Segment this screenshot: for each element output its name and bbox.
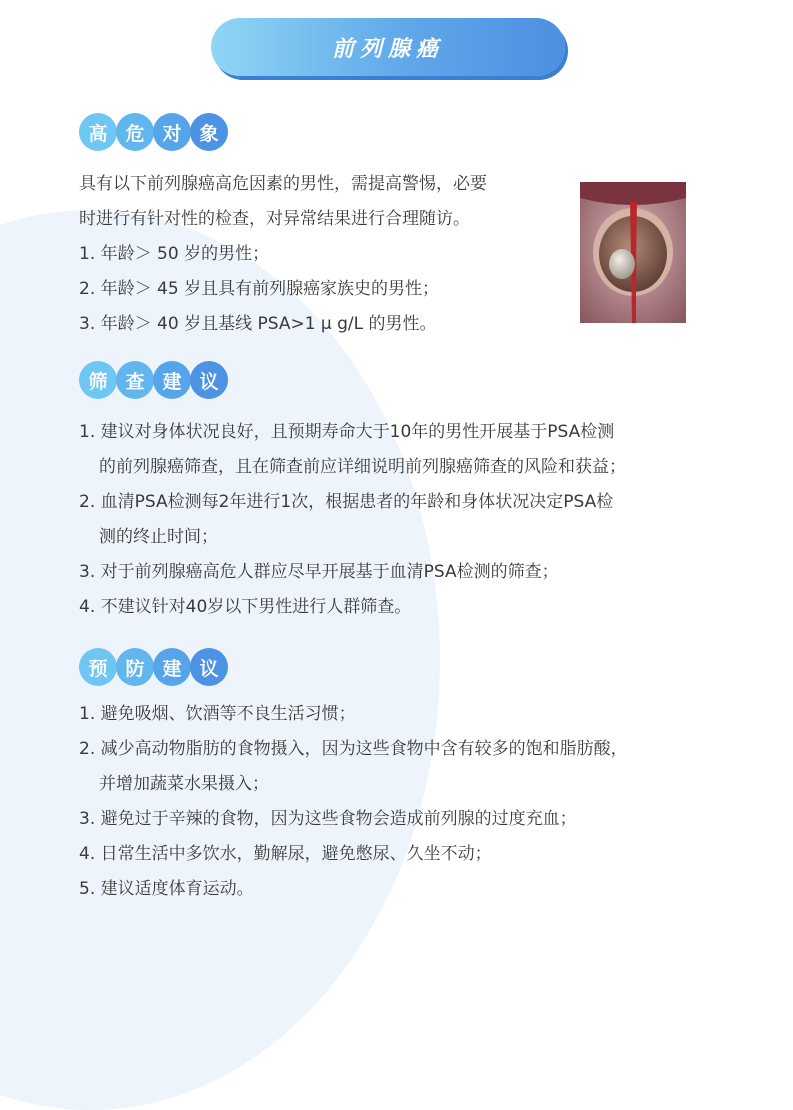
list-item: 3. 对于前列腺癌高危人群应尽早开展基于血清PSA检测的筛查； xyxy=(79,562,559,582)
heading-char: 危 xyxy=(116,113,154,151)
list-item-continued: 的前列腺癌筛查，且在筛查前应详细说明前列腺癌筛查的风险和获益； xyxy=(99,457,626,477)
list-item: 1. 年龄＞ 50 岁的男性； xyxy=(79,244,270,264)
list-item: 2. 减少高动物脂肪的食物摄入，因为这些食物中含有较多的饱和脂肪酸， xyxy=(79,739,628,759)
heading-char: 查 xyxy=(116,361,154,399)
list-item: 2. 血清PSA检测每2年进行1次，根据患者的年龄和身体状况决定PSA检 xyxy=(79,492,614,512)
page-title: 前列腺癌 xyxy=(331,36,444,62)
list-item: 5. 建议适度体育运动。 xyxy=(79,879,254,899)
heading-char: 议 xyxy=(190,361,228,399)
heading-char: 建 xyxy=(153,648,191,686)
heading-char: 象 xyxy=(190,113,228,151)
text-line: 时进行有针对性的检查，对异常结果进行合理随访。 xyxy=(79,209,470,229)
section-heading-prevention xyxy=(79,648,227,686)
heading-char: 建 xyxy=(153,361,191,399)
heading-char: 预 xyxy=(79,648,117,686)
list-item: 4. 不建议针对40岁以下男性进行人群筛查。 xyxy=(79,597,412,617)
list-item-continued: 并增加蔬菜水果摄入； xyxy=(99,774,269,794)
prevention-text xyxy=(79,697,628,907)
heading-char: 高 xyxy=(79,113,117,151)
heading-char: 筛 xyxy=(79,361,117,399)
list-item: 3. 年龄＞ 40 岁且基线 PSA>1 μ g/L 的男性。 xyxy=(79,314,437,334)
list-item: 4. 日常生活中多饮水，勤解尿，避免憋尿、久坐不动； xyxy=(79,844,492,864)
text-line: 具有以下前列腺癌高危因素的男性，需提高警惕，必要 xyxy=(79,174,487,194)
heading-char: 防 xyxy=(116,648,154,686)
prostate-illustration xyxy=(580,182,686,323)
list-item: 2. 年龄＞ 45 岁且具有前列腺癌家族史的男性； xyxy=(79,279,440,299)
list-item: 1. 避免吸烟、饮酒等不良生活习惯； xyxy=(79,704,356,724)
heading-char: 议 xyxy=(190,648,228,686)
section-heading-screening xyxy=(79,361,227,399)
section-heading-high-risk xyxy=(79,113,227,151)
title-banner xyxy=(211,18,565,76)
heading-char: 对 xyxy=(153,113,191,151)
screening-text xyxy=(79,415,626,625)
list-item: 3. 避免过于辛辣的食物，因为这些食物会造成前列腺的过度充血； xyxy=(79,809,577,829)
high-risk-text xyxy=(79,167,487,342)
list-item-continued: 测的终止时间； xyxy=(99,527,218,547)
list-item: 1. 建议对身体状况良好，且预期寿命大于10年的男性开展基于PSA检测 xyxy=(79,422,615,442)
